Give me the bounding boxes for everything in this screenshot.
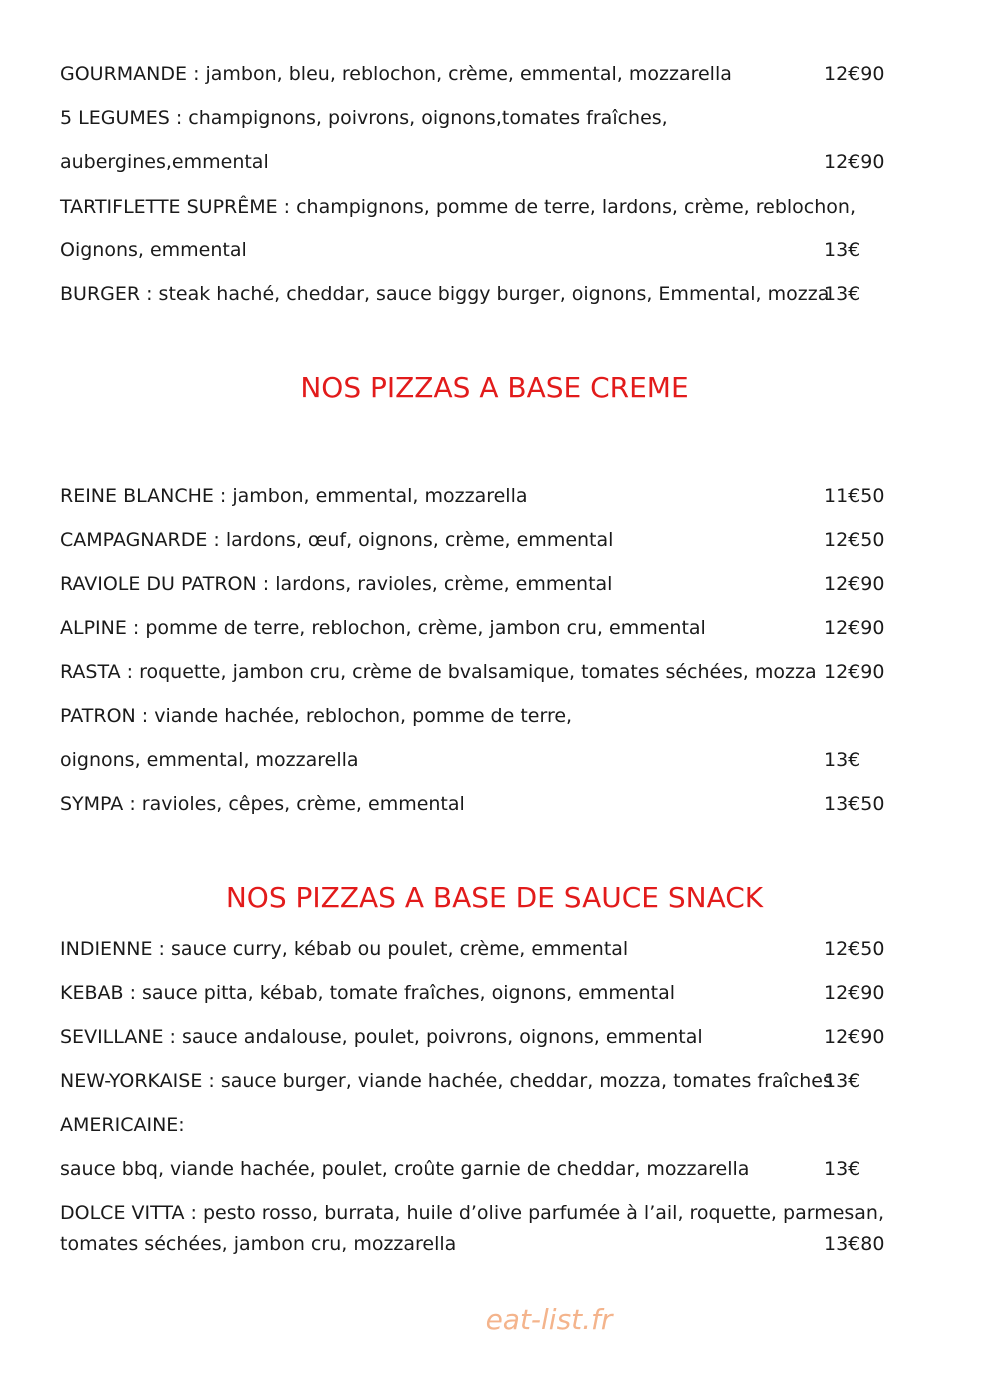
item-price: 12€90 <box>824 982 885 1004</box>
item-description: TARTIFLETTE SUPRÊME : champignons, pomme de terre, lardons, crème, reblochon, <box>60 196 856 218</box>
item-price: 12€90 <box>824 617 885 639</box>
item-description: AMERICAINE: <box>60 1114 185 1136</box>
item-price: 12€90 <box>824 63 885 85</box>
watermark: eat-list.fr <box>485 1303 613 1336</box>
item-price: 12€90 <box>824 151 885 173</box>
item-price: 11€50 <box>824 485 885 507</box>
item-description: RASTA : roquette, jambon cru, crème de bvalsamique, tomates séchées, mozza <box>60 661 817 683</box>
item-description: 5 LEGUMES : champignons, poivrons, oignons,tomates fraîches, <box>60 107 668 129</box>
item-description-continued: aubergines,emmental <box>60 151 269 173</box>
item-description: INDIENNE : sauce curry, kébab ou poulet, crème, emmental <box>60 938 629 960</box>
item-price: 12€50 <box>824 529 885 551</box>
item-description: BURGER : steak haché, cheddar, sauce biggy burger, oignons, Emmental, mozza <box>60 283 830 305</box>
item-price: 13€ <box>824 283 861 305</box>
item-price: 12€90 <box>824 1026 885 1048</box>
section-title-sauce-snack: NOS PIZZAS A BASE DE SAUCE SNACK <box>225 881 764 914</box>
item-price: 13€50 <box>824 793 885 815</box>
item-price: 12€90 <box>824 661 885 683</box>
item-description: NEW-YORKAISE : sauce burger, viande hachée, cheddar, mozza, tomates fraîches <box>60 1070 833 1092</box>
item-price: 13€80 <box>824 1233 885 1255</box>
item-description: GOURMANDE : jambon, bleu, reblochon, crème, emmental, mozzarella <box>60 63 732 85</box>
item-description: PATRON : viande hachée, reblochon, pomme de terre, <box>60 705 573 727</box>
item-price: 13€ <box>824 1158 861 1180</box>
item-description: CAMPAGNARDE : lardons, œuf, oignons, crème, emmental <box>60 529 614 551</box>
item-description: REINE BLANCHE : jambon, emmental, mozzarella <box>60 485 528 507</box>
item-price: 13€ <box>824 749 861 771</box>
item-description-continued: sauce bbq, viande hachée, poulet, croûte garnie de cheddar, mozzarella <box>60 1158 750 1180</box>
item-description: RAVIOLE DU PATRON : lardons, ravioles, crème, emmental <box>60 573 613 595</box>
item-description-continued: tomates séchées, jambon cru, mozzarella <box>60 1233 457 1255</box>
item-description-continued: Oignons, emmental <box>60 239 247 261</box>
item-description: KEBAB : sauce pitta, kébab, tomate fraîches, oignons, emmental <box>60 982 676 1004</box>
item-description: ALPINE : pomme de terre, reblochon, crème, jambon cru, emmental <box>60 617 706 639</box>
item-price: 12€50 <box>824 938 885 960</box>
section-title-base-creme: NOS PIZZAS A BASE CREME <box>300 371 689 404</box>
item-price: 12€90 <box>824 573 885 595</box>
item-description-continued: oignons, emmental, mozzarella <box>60 749 359 771</box>
item-price: 13€ <box>824 239 861 261</box>
item-price: 13€ <box>824 1070 861 1092</box>
item-description: SYMPA : ravioles, cêpes, crème, emmental <box>60 793 465 815</box>
item-description: DOLCE VITTA : pesto rosso, burrata, huile d’olive parfumée à l’ail, roquette, parmesan, <box>60 1202 885 1224</box>
item-description: SEVILLANE : sauce andalouse, poulet, poivrons, oignons, emmental <box>60 1026 703 1048</box>
